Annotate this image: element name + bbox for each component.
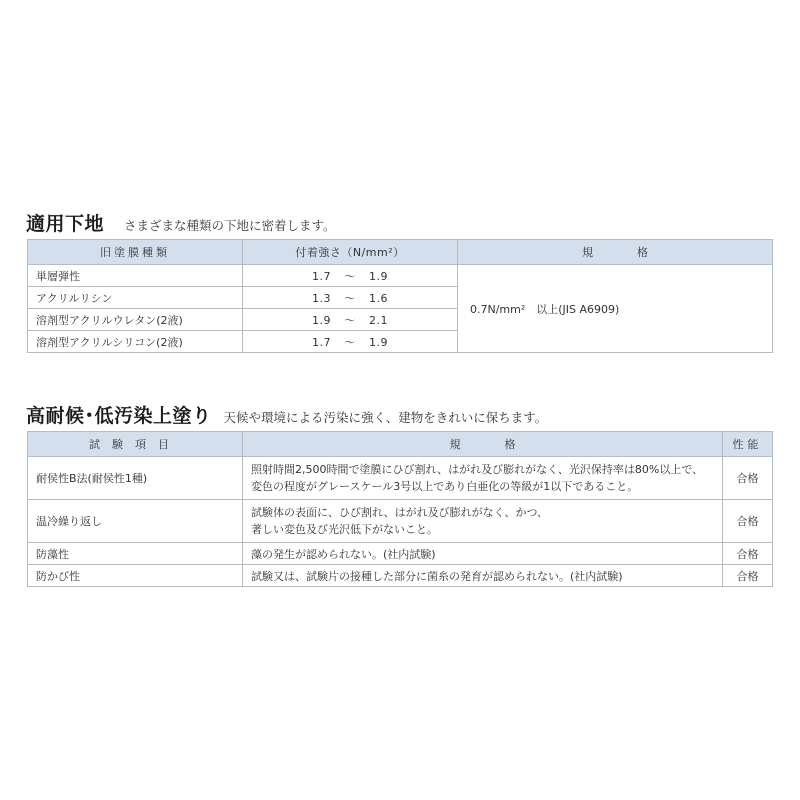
adhesion-min: 1.7 <box>312 269 331 283</box>
performance-table <box>27 431 773 587</box>
performance-table-header <box>28 432 773 457</box>
header-standard: 規 格 <box>458 240 773 265</box>
standard-line: 藻の発生が認められない。(社内試験) <box>251 547 436 561</box>
section2-subtitle: 天候や環境による汚染に強く、建物をきれいに保ちます。 <box>223 410 548 425</box>
test-item: 防かび性 <box>28 565 243 587</box>
range-separator: ～ <box>344 269 356 283</box>
header-test-item: 試験項目 <box>28 432 243 457</box>
adhesion-min: 1.7 <box>312 335 331 349</box>
adhesion-max: 1.6 <box>369 291 388 305</box>
standard-line: 変色の程度がグレースケール3号以上であり白亜化の等級が1以下であること。 <box>251 480 639 493</box>
coating-type: 溶剤型アクリルウレタン(2液) <box>28 309 243 331</box>
test-item: 防藻性 <box>28 543 243 565</box>
standard-line: 試験又は、試験片の接種した部分に菌糸の発育が認められない。(社内試験) <box>251 569 623 583</box>
table-row <box>28 265 773 287</box>
range-separator: ～ <box>344 335 356 349</box>
adhesion-table <box>27 239 773 353</box>
table-row <box>28 543 773 565</box>
range-separator: ～ <box>344 313 356 327</box>
coating-type: 単層弾性 <box>28 265 243 287</box>
test-standard <box>243 500 723 543</box>
test-result: 合格 <box>723 500 773 543</box>
standard-line: 照射時間2,500時間で塗膜にひび割れ、はがれ及び膨れがなく、光沢保持率は80%以上で、 <box>251 463 704 476</box>
section1-subtitle: さまざまな種類の下地に密着します。 <box>124 218 336 233</box>
header-old-coating-type: 旧塗膜種類 <box>28 240 243 265</box>
adhesion-max: 1.9 <box>369 269 388 283</box>
adhesion-value <box>243 331 458 353</box>
adhesion-table-header <box>28 240 773 265</box>
range-separator: ～ <box>344 291 356 305</box>
test-item: 温冷繰り返し <box>28 500 243 543</box>
test-standard <box>243 565 723 587</box>
test-result: 合格 <box>723 457 773 500</box>
coating-type: アクリルリシン <box>28 287 243 309</box>
section2-heading <box>26 401 547 428</box>
adhesion-value <box>243 287 458 309</box>
standard-line: 著しい変色及び光沢低下がないこと。 <box>251 523 438 536</box>
standard-line: 試験体の表面に、ひび割れ、はがれ及び膨れがなく、かつ、 <box>251 506 548 519</box>
test-result: 合格 <box>723 565 773 587</box>
test-standard <box>243 543 723 565</box>
header-adhesion-strength: 付着強さ（N/mm²） <box>243 240 458 265</box>
test-standard <box>243 457 723 500</box>
standard-value: 0.7N/mm² 以上(JIS A6909) <box>458 265 773 353</box>
table-row <box>28 457 773 500</box>
adhesion-value <box>243 265 458 287</box>
adhesion-max: 1.9 <box>369 335 388 349</box>
adhesion-min: 1.3 <box>312 291 331 305</box>
adhesion-min: 1.9 <box>312 313 331 327</box>
header-standard: 規 格 <box>243 432 723 457</box>
header-performance: 性能 <box>723 432 773 457</box>
table-row <box>28 565 773 587</box>
table-row <box>28 500 773 543</box>
coating-type: 溶剤型アクリルシリコン(2液) <box>28 331 243 353</box>
section2-title: 高耐候･低汚染上塗り <box>26 405 212 427</box>
adhesion-value <box>243 309 458 331</box>
adhesion-max: 2.1 <box>369 313 388 327</box>
section1-title: 適用下地 <box>26 213 105 235</box>
section1-heading <box>26 209 336 236</box>
test-item: 耐侯性B法(耐侯性1種) <box>28 457 243 500</box>
test-result: 合格 <box>723 543 773 565</box>
